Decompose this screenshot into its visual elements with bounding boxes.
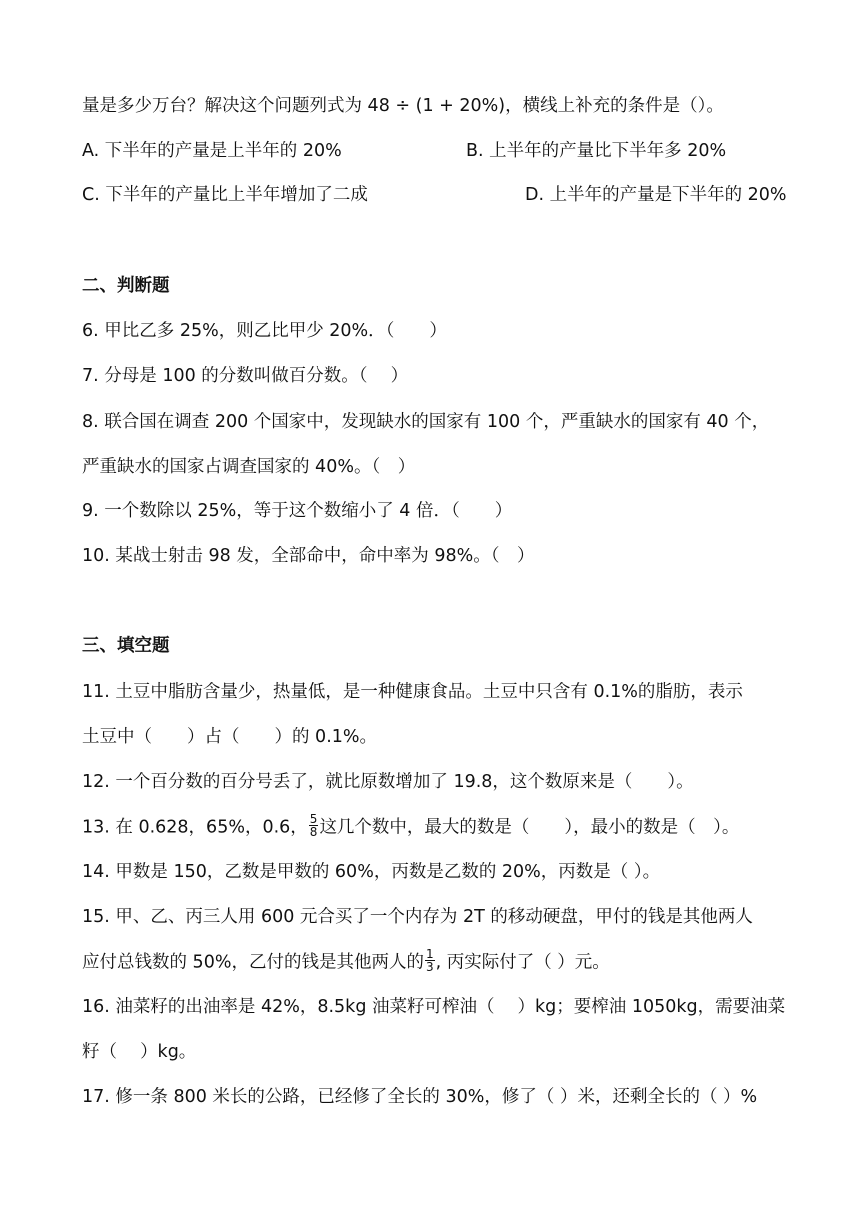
question-13 [82,812,740,840]
question-12: 12. 一个百分数的百分号丢了，就比原数增加了 19.8，这个数原来是（ ）。 [82,772,694,792]
fraction-denominator: 8 [309,825,318,839]
fraction-denominator: 3 [425,960,434,974]
question-7: 7. 分母是 100 的分数叫做百分数。（ ） [82,366,409,386]
fraction-numerator: 1 [425,947,434,961]
q5-stem-line: 量是多少万台？解决这个问题列式为 48 ÷ (1 + 20%)，横线上补充的条件是（）。 [82,96,724,116]
q5-option-c: C. 下半年的产量比上半年增加了二成 [82,185,368,205]
question-15-prefix: 应付总钱数的 50%，乙付的钱是其他两人的 [82,952,424,973]
question-15-line-1: 15. 甲、乙、丙三人用 600 元合买了一个内存为 2T 的移动硬盘，甲付的钱是其他两人 [82,907,753,927]
section-fill-in-title: 三、填空题 [82,636,170,656]
question-8-line-1: 8. 联合国在调查 200 个国家中，发现缺水的国家有 100 个，严重缺水的国家有 40 个， [82,412,770,432]
question-15-line-2 [82,947,610,975]
fraction-five-eighths [309,813,319,838]
question-16-line-1: 16. 油菜籽的出油率是 42%，8.5kg 油菜籽可榨油（ ）kg；要榨油 1050kg，需要油菜 [82,997,786,1017]
question-11-line-2: 土豆中（ ）占（ ）的 0.1%。 [82,727,378,747]
q5-option-b: B. 上半年的产量比下半年多 20% [466,141,727,161]
question-8-line-2: 严重缺水的国家占调查国家的 40%。（ ） [82,457,416,477]
q5-option-d: D. 上半年的产量是下半年的 20% [525,185,787,205]
question-10: 10. 某战士射击 98 发，全部命中，命中率为 98%。（ ） [82,546,535,566]
question-15-suffix: , 丙实际付了（ ）元。 [435,952,610,973]
q5-options-row-1 [82,139,727,163]
fraction-numerator: 5 [309,812,318,826]
question-13-suffix: 这几个数中，最大的数是（ ），最小的数是（ ）。 [319,817,740,838]
question-16-line-2: 籽（ ）kg。 [82,1042,197,1062]
q5-option-a: A. 下半年的产量是上半年的 20% [82,141,342,161]
question-6: 6. 甲比乙多 25%，则乙比甲少 20%．（ ） [82,321,447,341]
question-9: 9. 一个数除以 25%，等于这个数缩小了 4 倍．（ ） [82,501,513,521]
question-11-line-1: 11. 土豆中脂肪含量少，热量低，是一种健康食品。土豆中只含有 0.1%的脂肪，表示 [82,682,743,702]
q5-options-row-2 [82,183,787,207]
fraction-one-third [425,948,435,973]
section-judgment-title: 二、判断题 [82,276,170,296]
question-14: 14. 甲数是 150，乙数是甲数的 60%，丙数是乙数的 20%，丙数是（ ）。 [82,862,661,882]
question-13-prefix: 13. 在 0.628，65%，0.6， [82,817,308,838]
question-17: 17. 修一条 800 米长的公路，已经修了全长的 30%，修了（ ）米，还剩全长的（ ）% [82,1087,758,1107]
